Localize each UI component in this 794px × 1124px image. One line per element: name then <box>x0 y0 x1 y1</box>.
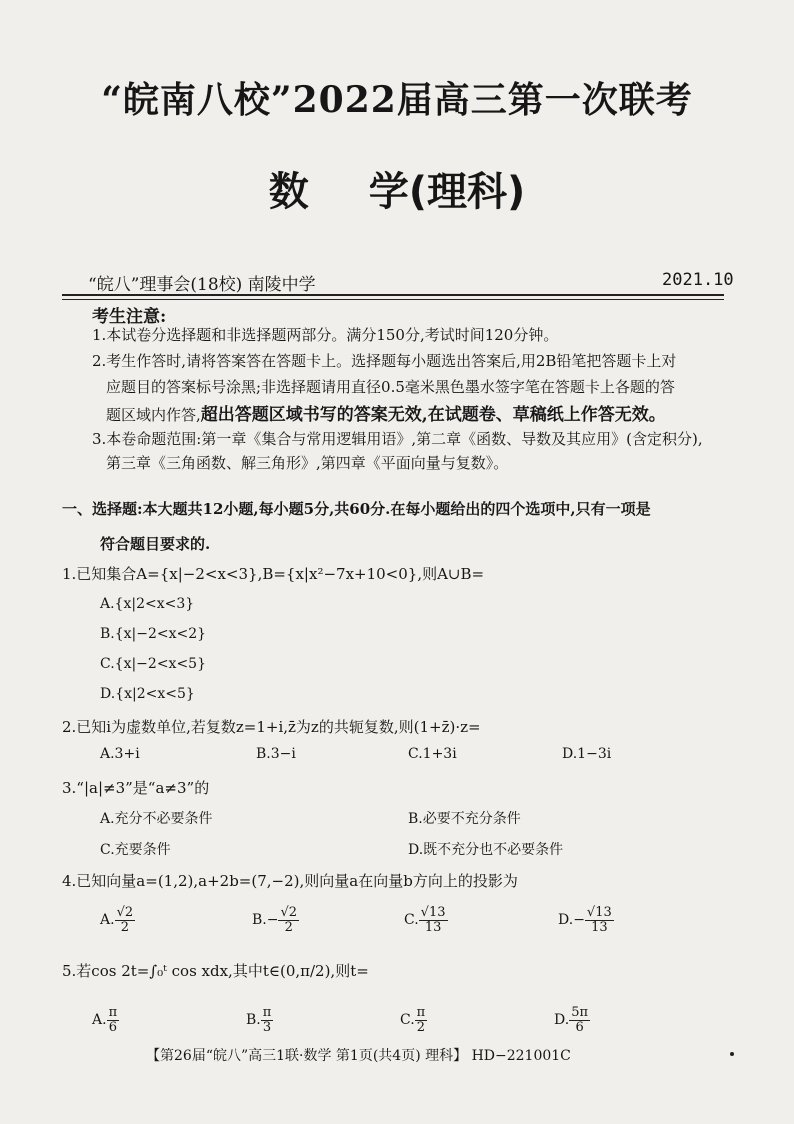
notice-item-2-end-b: 超出答题区域书写的答案无效,在试题卷、草稿纸上作答无效。 <box>200 405 666 425</box>
notice-item-2: 2.考生作答时,请将答案答在答题卡上。选择题每小题选出答案后,用2B铅笔把答题卡上对 <box>92 352 677 370</box>
subject-char-1: 数 <box>268 169 309 215</box>
option-fraction <box>415 1006 428 1034</box>
notice-item-3-cont: 第三章《三角函数、解三角形》,第四章《平面向量与复数》。 <box>106 454 509 472</box>
fraction-numerator: √13 <box>586 905 612 920</box>
question-1-option-a: A.{x|2<x<3} <box>100 596 195 612</box>
fraction-numerator: √2 <box>280 905 298 920</box>
page-footer: 【第26届“皖八”高三1联·数学 第1页(共4页) 理科】 HD−221001C <box>146 1048 571 1064</box>
header-rule <box>62 294 724 296</box>
option-label: D. <box>558 912 574 929</box>
question-4-option-b <box>252 906 299 934</box>
subject-title <box>0 160 794 217</box>
subject-char-2: 学(理科) <box>368 169 526 215</box>
organizer: “皖八”理事会(18校) 南陵中学 <box>88 275 316 295</box>
option-label: A. <box>92 1012 107 1029</box>
fraction-denominator: 2 <box>284 919 293 935</box>
question-5-option-a <box>92 1006 119 1034</box>
question-2-option-b: B.3−i <box>256 746 296 762</box>
option-fraction <box>569 1006 590 1034</box>
option-label: B. <box>252 912 267 929</box>
question-4-option-a <box>100 906 135 934</box>
question-3-option-c: C.充要条件 <box>100 842 171 858</box>
option-label: C. <box>400 1012 415 1029</box>
question-5-option-d <box>554 1006 590 1034</box>
notice-item-1: 1.本试卷分选择题和非选择题两部分。满分150分,考试时间120分钟。 <box>92 326 559 344</box>
option-label: D. <box>554 1012 570 1029</box>
option-label: B. <box>246 1012 261 1029</box>
option-fraction <box>115 906 136 934</box>
notice-title: 考生注意: <box>92 307 167 327</box>
fraction-denominator: 13 <box>591 919 608 935</box>
question-1-option-b: B.{x|−2<x<2} <box>100 626 207 642</box>
exam-date: 2021.10 <box>662 270 734 290</box>
question-5-option-b <box>246 1006 273 1034</box>
question-2-option-d: D.1−3i <box>562 746 612 762</box>
option-label: A. <box>100 912 115 929</box>
notice-item-3: 3.本卷命题范围:第一章《集合与常用逻辑用语》,第二章《函数、导数及其应用》(含定积分), <box>92 430 703 448</box>
fraction-numerator: 5π <box>571 1005 589 1020</box>
fraction-numerator: √2 <box>116 905 134 920</box>
question-1-option-d: D.{x|2<x<5} <box>100 686 195 702</box>
question-5-option-c <box>400 1006 427 1034</box>
question-5-stem: 5.若cos 2t=∫₀ᵗ cos xdx,其中t∈(0,π/2),则t= <box>62 962 369 980</box>
question-2-option-c: C.1+3i <box>408 746 457 762</box>
question-4-option-d <box>558 906 614 934</box>
page-mark <box>730 1052 734 1056</box>
fraction-denominator: 2 <box>416 1019 426 1035</box>
section-heading: 一、选择题:本大题共12小题,每小题5分,共60分.在每小题给出的四个选项中,只有一项是 <box>62 500 651 518</box>
option-fraction <box>278 906 299 934</box>
question-3-stem: 3.“|a|≠3”是“a≠3”的 <box>62 779 210 797</box>
question-3-option-d: D.既不充分也不必要条件 <box>408 842 564 858</box>
question-1-option-c: C.{x|−2<x<5} <box>100 656 206 672</box>
exam-title: “皖南八校”2022届高三第一次联考 <box>101 79 693 121</box>
fraction-denominator: 2 <box>120 919 129 935</box>
notice-item-2-cont: 应题目的答案标号涂黑;非选择题请用直径0.5毫米黑色墨水签字笔在答题卡上各题的答 <box>106 378 675 396</box>
section-heading-cont: 符合题目要求的. <box>100 535 211 553</box>
fraction-numerator: π <box>416 1005 426 1020</box>
fraction-denominator: 6 <box>575 1019 584 1035</box>
fraction-denominator: 3 <box>262 1019 272 1035</box>
fraction-numerator: π <box>262 1005 272 1020</box>
question-2-option-a: A.3+i <box>100 746 140 762</box>
fraction-denominator: 6 <box>108 1019 117 1035</box>
notice-item-2-end-a: 题区域内作答, <box>106 406 201 424</box>
question-3-option-b: B.必要不充分条件 <box>408 811 521 827</box>
option-sign: − <box>573 912 585 929</box>
question-4-option-c <box>404 906 448 934</box>
notice-item-2-end <box>106 400 666 425</box>
option-label: C. <box>404 912 419 929</box>
option-fraction <box>585 906 614 934</box>
question-4-stem: 4.已知向量a=(1,2),a+2b=(7,−2),则向量a在向量b方向上的投影为 <box>62 872 518 890</box>
option-fraction <box>419 906 448 934</box>
fraction-numerator: π <box>108 1005 118 1020</box>
question-3-option-a: A.充分不必要条件 <box>100 811 213 827</box>
question-2-stem: 2.已知i为虚数单位,若复数z=1+i,z̄为z的共轭复数,则(1+z̄)·z= <box>62 718 481 736</box>
question-1-stem: 1.已知集合A={x|−2<x<3},B={x|x²−7x+10<0},则A∪B= <box>62 565 485 583</box>
option-sign: − <box>266 912 279 929</box>
header-rule-thin <box>62 299 724 300</box>
fraction-denominator: 13 <box>424 919 442 935</box>
option-fraction <box>261 1006 274 1034</box>
option-fraction <box>107 1006 120 1034</box>
fraction-numerator: √13 <box>420 905 446 920</box>
